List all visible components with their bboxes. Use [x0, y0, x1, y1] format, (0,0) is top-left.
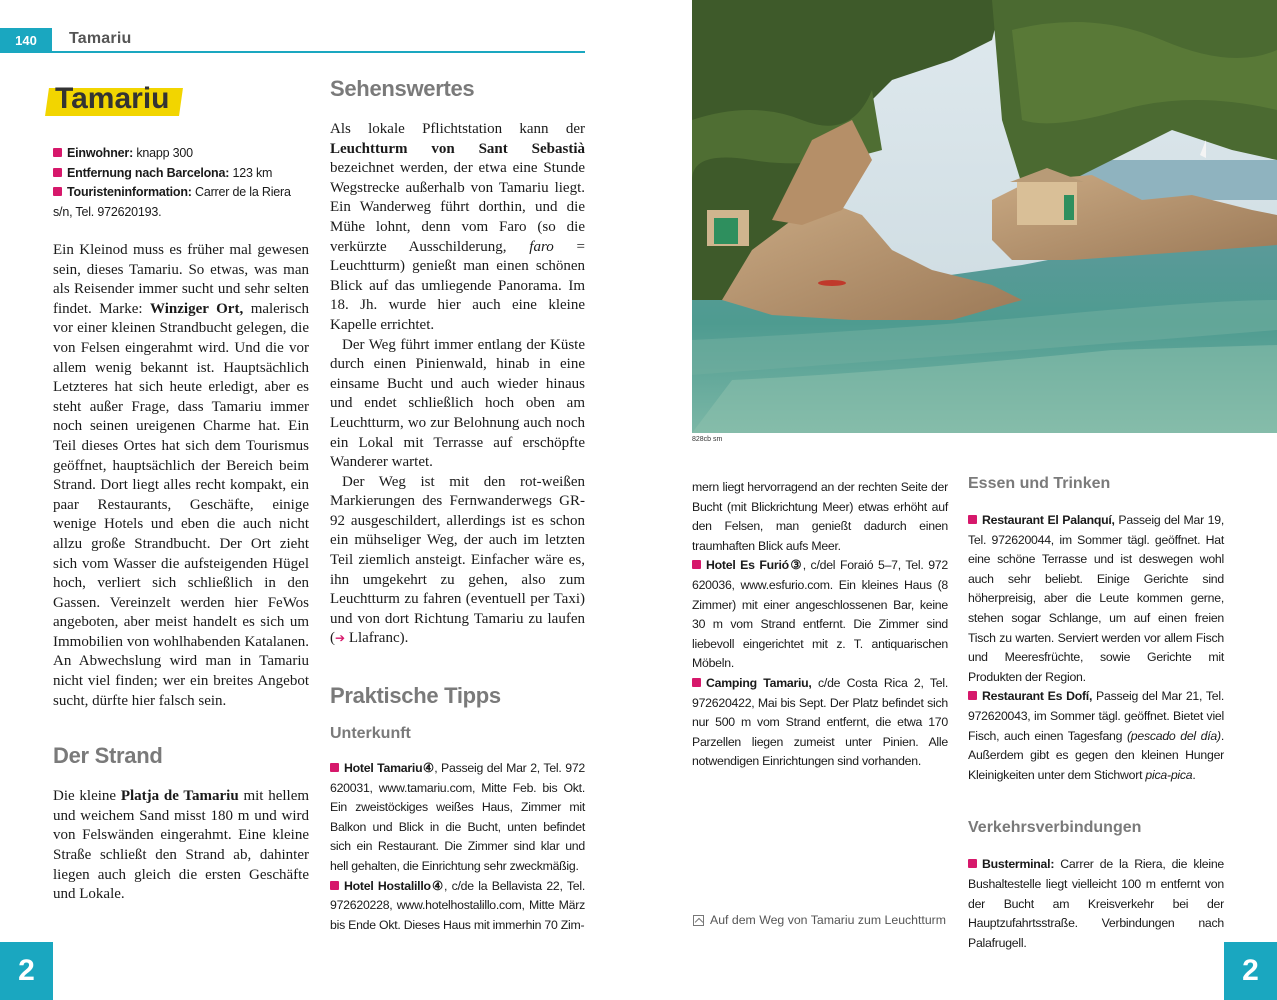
subheading-unterkunft: Unterkunft	[330, 725, 411, 743]
sights-paragraph-1: Als lokale Pflichtstation kann der Leuchtturm von Sant Sebastià bezeichnet werden, der etwa eine Stunde Wegstrecke außerhalb von Tamariu liegt. Ein Wanderweg führt dorthin, und die Mühe lohnt, denn vom Faro (so die verkürzte Ausschilderung, faro = Leuchtturm) genießt man einen schönen Blick auf das umliegende Panorama. Im 18. Jh. wurde hier auch eine kleine Kapelle errichtet.	[330, 121, 585, 333]
cross-reference-arrow-icon: ➔	[335, 631, 346, 646]
chapter-title: Tamariu	[53, 82, 177, 118]
fact-label: Einwohner:	[67, 146, 134, 160]
restaurant-entry: Restaurant Es Dofí, Passeig del Mar 21, Tel. 972620043, im Sommer tägl. geöffnet. Bietet viel Fisch, auch einen Tagesfang (pescado del día). Außerdem gibt es gegen den kleinen Hunger Kleinigkeiten unter dem Stichwort pica-pica.	[968, 689, 1224, 782]
camping-entry: Camping Tamariu, c/de Costa Rica 2, Tel. 972620422, Mai bis Sept. Der Platz befindet sich nur 500 m vom Strand entfernt, die etwa 170 Parzellen liegen zumeist unter Pinien. Alle notwendigen Einrichtungen sind vorhanden.	[692, 675, 948, 769]
page-number: 140	[0, 28, 52, 53]
section-heading-sehenswertes: Sehenswertes	[330, 76, 475, 101]
bullet-icon	[330, 763, 339, 772]
bullet-icon	[968, 859, 977, 868]
strand-paragraph: Die kleine Platja de Tamariu mit hellem und weichem Sand misst 180 m und wird von Felswänden eingerahmt. Eine kleine Straße schließt den Strand ab, dahinter liegen auch gleich die ersten Geschäfte und Lokale.	[53, 788, 310, 903]
intro-paragraph: Ein Kleinod muss es früher mal gewesen sein, dieses Tamariu. So etwas, was man als Reisender immer sucht und sehr selten findet. Marke: Winziger Ort, malerisch vor einer kleinen Strandbucht gelegen, die von Felsen eingerahmt wird. Und die vor allem wenig bekannt ist. Hauptsächlich Letzteres hat sich heute erledigt, aber es steht außer Frage, dass Tamariu immer noch seinen ureigenen Charme hat. Ein Teil dieses Ortes hat sich dem Tourismus geöffnet, hauptsächlich der Bereich beim Strand. Dort liegt alles recht kompakt, ein paar Restaurants, Geschäfte, einige wenige Hotels und eben die auch nicht allzu große Strandbucht. Der Ort zieht sich vom Wasser die aufsteigenden Hügel hoch, verliert sich schließlich in den Gassen. Vereinzelt werden hier FeWos angeboten, aber meist handelt es sich um Immobilien von wohlhabenden Katalanen. An Abwechslung wird man in Tamariu nicht viel finden; wer ein breites Angebot sucht, dürfte hier falsch sein.	[53, 242, 309, 709]
bullet-icon	[330, 881, 339, 890]
fact-row	[53, 144, 309, 164]
fact-row	[53, 164, 309, 184]
coastal-bay-photo	[692, 0, 1277, 433]
bullet-icon	[53, 187, 62, 196]
caption-pointer-icon	[693, 915, 704, 926]
fact-box	[53, 144, 309, 222]
subheading-verkehr: Verkehrsverbindungen	[968, 819, 1142, 837]
photo-caption	[693, 913, 946, 927]
hotel-entry: Hotel Tamariu④, Passeig del Mar 2, Tel. 972 620031, www.tamariu.com, Mitte Feb. bis Okt. Ein zweistöckiges weißes Haus, Zimmer mit Balkon und Blick in die Bucht, unten befindet sich ein Restaurant. Die Zimmer sind klar und hell gehalten, die Einrichtung sehr zweckmäßig.	[330, 761, 586, 873]
sights-paragraph-3: Der Weg ist mit den rot-weißen Markierungen des Fernwanderwegs GR-92 ausgeschildert, allerdings ist es schon ein mühseliger Weg, der auch im letzten Teil ziemlich ansteigt. Einfacher wäre es, ihn umgekehrt zu gehen, also zum Leuchtturm zu fahren (eventuell per Taxi) und von dort Richtung Tamariu zu laufen (➔ Llafranc).	[330, 473, 585, 647]
bullet-icon	[968, 691, 977, 700]
middle-column	[330, 76, 585, 935]
fact-value: knapp 300	[136, 146, 193, 160]
fact-label: Touristeninformation:	[67, 185, 192, 199]
sights-paragraph-2: Der Weg führt immer entlang der Küste durch einen Pinienwald, hinab in eine einsame Bucht und auch wieder hinaus und endet schließlich hoch oben am Leuchtturm, wo zur Belohnung auch noch ein Lokal mit Terrasse auf erschöpfte Wanderer wartet.	[330, 336, 585, 471]
bullet-icon	[692, 560, 701, 569]
section-heading-strand: Der Strand	[53, 743, 163, 769]
hotel-entry: Hotel Es Furió③, c/del Foraió 5–7, Tel. 972 620036, www.esfurio.com. Ein kleines Haus (8 Zimmer) mit einer angeschlossenen Bar, keine 30 m vom Strand entfernt. Die Zimmer sind liebevoll eingerichtet mit z. T. antiquarischen Möbeln.	[692, 558, 948, 671]
restaurant-entry: Restaurant El Palanquí, Passeig del Mar 19, Tel. 972620044, im Sommer tägl. geöffnet. Hat eine schöne Terrasse und ist deswegen wohl auch sehr beliebt. Einige Gerichte sind höherpreisig, aber die Leute kommen gerne, stehen sogar Schlange, um auf einen freien Tisch zu warten. Serviert werden vor allem Fisch und Meeresfrüchte, sowie Gerichte mit Produkten der Region.	[968, 513, 1224, 684]
chapter-tab-left: 2	[0, 942, 53, 1000]
right-column-b	[968, 475, 1224, 953]
subheading-essen: Essen und Trinken	[968, 475, 1111, 492]
fact-value: Carrer de la Riera s/n, Tel. 972620193.	[53, 185, 291, 219]
hotel-entry: Hotel Hostalillo④, c/de la Bellavista 22, Tel. 972620228, www.hotelhostalillo.com, Mitte März bis Ende Okt. Dieses Haus mit immerhin 70 Zim-	[330, 878, 585, 932]
fact-label: Entfernung nach Barcelona:	[67, 165, 230, 180]
header-rule	[52, 51, 585, 53]
bullet-icon	[692, 678, 701, 687]
hotel-continuation: mern liegt hervorragend an der rechten Seite der Bucht (mit Blickrichtung Meer) etwas erhöht auf den Felsen, man genießt dadurch einen traumhaften Blick aufs Meer.	[692, 480, 948, 553]
bullet-icon	[53, 148, 62, 157]
caption-text: Auf dem Weg von Tamariu zum Leuchtturm	[710, 913, 947, 927]
bullet-icon	[53, 168, 62, 177]
right-column-a	[692, 478, 948, 772]
photo-credit: 828cb sm	[692, 436, 723, 443]
fact-row	[53, 183, 309, 222]
left-column	[53, 82, 309, 905]
fact-value: 123 km	[232, 165, 273, 180]
chapter-tab-right: 2	[1224, 942, 1277, 1000]
section-heading-tips: Praktische Tipps	[330, 683, 501, 709]
bus-entry: Busterminal: Carrer de la Riera, die kleine Bushaltestelle liegt vielleicht 100 m entfernt von der Bucht am Kreisverkehr bei der Hauptzufahrtsstraße. Verbindungen nach Palafrugell.	[968, 857, 1224, 950]
running-title: Tamariu	[69, 30, 132, 47]
bullet-icon	[968, 515, 977, 524]
